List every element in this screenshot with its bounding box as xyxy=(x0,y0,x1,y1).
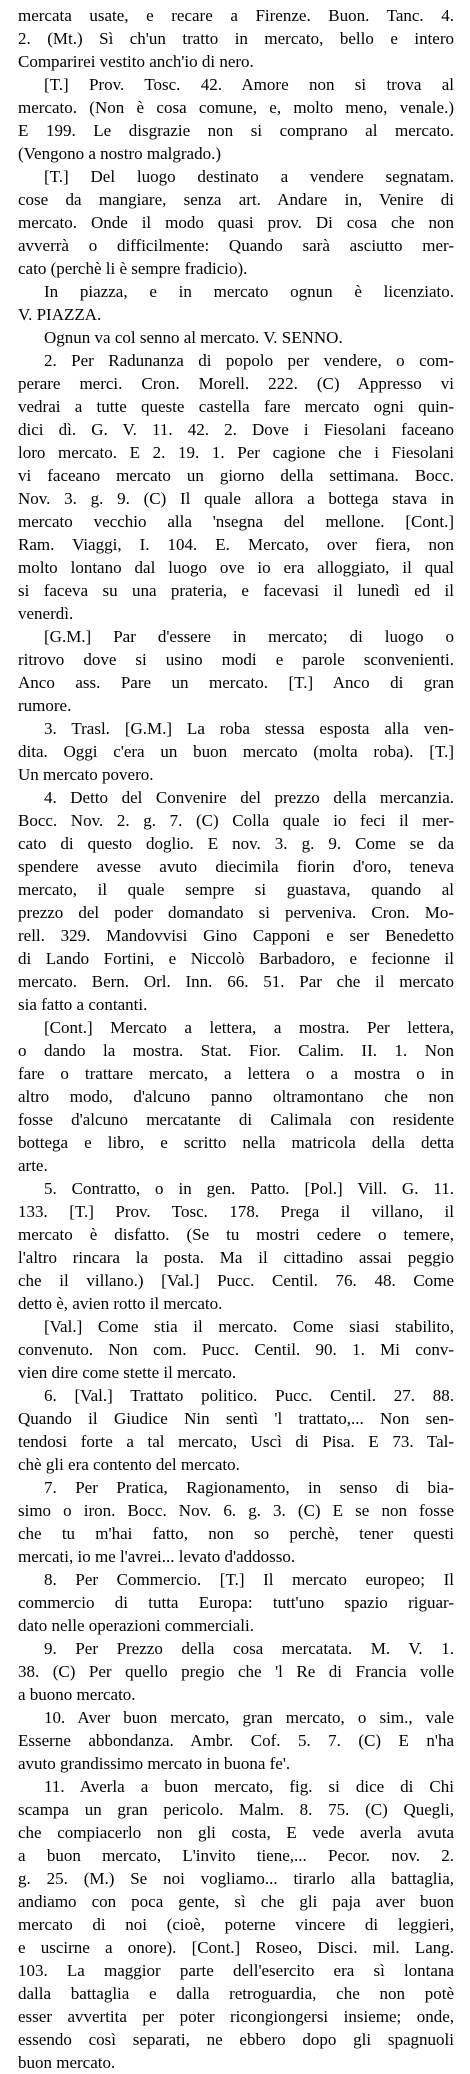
text-line: che il villano.) [Val.] Pucc. Centil. 76. 48. Come xyxy=(18,1271,454,1290)
text-line: tendosi forte a tal mercato, Uscì di Pisa. E 73. Tal- xyxy=(18,1432,454,1451)
text-line: Ram. Viaggi, I. 104. E. Mercato, over fiera, non xyxy=(18,535,454,554)
text-line: 11. Averla a buon mercato, fig. si dice di Chi xyxy=(44,1777,454,1796)
text-line: 6. [Val.] Trattato politico. Pucc. Centil. 27. 88. xyxy=(44,1386,454,1405)
text-line: 9. Per Prezzo della cosa mercatata. M. V. 1. xyxy=(44,1639,454,1658)
text-line: vedrai a tutte queste castella fare mercato ogni quin- xyxy=(18,397,454,416)
text-line: commercio di tutta Europa: tutt'uno spazio riguar- xyxy=(18,1593,454,1612)
text-line: di Lando Fortini, e Niccolò Barbadoro, e fecionne il xyxy=(18,949,454,968)
text-line: 5. Contratto, o in gen. Patto. [Pol.] Vill. G. 11. xyxy=(44,1179,454,1198)
text-line: altro modo, d'alcuno panno oltramontano che non xyxy=(18,1087,454,1106)
text-line: dita. Oggi c'era un buon mercato (molta roba). [T.] xyxy=(18,742,454,761)
text-line: vi faceano mercato un giorno della settimana. Bocc. xyxy=(18,466,454,485)
text-line: bottega e libro, e scritto nella matricola della detta xyxy=(18,1133,454,1152)
text-line: Nov. 3. g. 9. (C) Il quale allora a bottega stava in xyxy=(18,489,454,508)
text-line: 7. Per Pratica, Ragionamento, in senso di bia- xyxy=(44,1478,454,1497)
text-line: avverrà o difficilmente: Quando sarà asciutto mer- xyxy=(18,236,454,255)
text-line: cose da mangiare, senza art. Andare in, Venire di xyxy=(18,190,454,209)
text-line: mercato vecchio alla 'nsegna del mellone. [Cont.] xyxy=(18,512,454,531)
text-line: a buono mercato. xyxy=(18,1685,136,1704)
text-line: Bocc. Nov. 2. g. 7. (C) Colla quale io feci il mer- xyxy=(18,811,454,830)
text-line: 8. Per Commercio. [T.] Il mercato europeo; Il xyxy=(44,1570,454,1589)
text-line: mercati, io me l'avrei... levato d'addosso. xyxy=(18,1547,296,1566)
text-line: Esserne abbondanza. Ambr. Cof. 5. 7. (C) E n'ha xyxy=(18,1731,454,1750)
text-line: l'altro rincara la posta. Ma il cittadino assai peggio xyxy=(18,1248,454,1267)
text-line: In piazza, e in mercato ognun è licenziato. xyxy=(44,282,454,301)
text-line: loro mercato. E 2. 19. 1. Per cagione che i Fiesolani xyxy=(18,443,454,462)
text-line: mercata usate, e recare a Firenze. Buon. Tanc. 4. xyxy=(18,6,454,25)
text-line: [T.] Prov. Tosc. 42. Amore non si trova al xyxy=(44,75,454,94)
text-line: [Cont.] Mercato a lettera, a mostra. Per lettera, xyxy=(44,1018,454,1037)
text-line: esser avvertita per poter ricongiongersi insieme; onde, xyxy=(18,2007,454,2026)
text-line: [Val.] Come stia il mercato. Come siasi stabilito, xyxy=(44,1317,454,1336)
text-line: arte. xyxy=(18,1156,48,1175)
text-line: avuto grandissimo mercato in buona fe'. xyxy=(18,1754,291,1773)
text-line: 103. La maggior parte dell'esercito era sì lontana xyxy=(18,1961,454,1980)
text-line: fare o trattare mercato, a lettera o a mostra o in xyxy=(18,1064,454,1083)
text-line: 10. Aver buon mercato, gran mercato, o sim., vale xyxy=(44,1708,454,1727)
text-line: cato di questo doglio. E nov. 3. g. 9. Come se da xyxy=(18,834,454,853)
text-line: rumore. xyxy=(18,696,72,715)
text-line: essendo così separati, ne ebbero dopo gli spagnuoli xyxy=(18,2030,454,2049)
text-line: molto lontano dal luogo ove io era alloggiato, il qual xyxy=(18,558,454,577)
text-line: mercato, il quale sempre si guastava, quando al xyxy=(18,880,454,899)
text-line: e uscirne a onore). [Cont.] Roseo, Disci. mil. Lang. xyxy=(18,1938,454,1957)
text-line: 2. Per Radunanza di popolo per vendere, o com- xyxy=(44,351,454,370)
text-line: Quando il Giudice Nin sentì 'l trattato,... Non sen- xyxy=(18,1409,454,1428)
text-line: (Vengono a nostro malgrado.) xyxy=(18,144,222,163)
text-line: sia fatto a contanti. xyxy=(18,995,148,1014)
text-line: vien dire come stette il mercato. xyxy=(18,1363,237,1382)
text-line: si faceva su una prateria, e facevasi il lunedì ed il xyxy=(18,581,454,600)
text-line: spendere avesse avuto diecimila fiorin d'oro, teneva xyxy=(18,857,454,876)
text-line: mercato. Onde il modo quasi prov. Di cosa che non xyxy=(18,213,454,232)
text-line: g. 25. (M.) Se noi vogliamo... tirarlo alla battaglia, xyxy=(18,1869,454,1888)
text-line: buon mercato. xyxy=(18,2053,116,2072)
text-line: prezzo del poder domandato si perveniva. Cron. Mo- xyxy=(18,903,454,922)
text-line: a buon mercato, L'invito tiene,... Pecor. nov. 2. xyxy=(18,1846,454,1865)
text-line: mercato. (Non è cosa comune, e, molto meno, venale.) xyxy=(18,98,454,117)
text-line: [T.] Del luogo destinato a vendere segnatam. xyxy=(44,167,454,186)
text-line: V. PIAZZA. xyxy=(18,305,102,324)
text-line: 4. Detto del Convenire del prezzo della mercanzia. xyxy=(44,788,454,807)
text-line: detto è, avien rotto il mercato. xyxy=(18,1294,223,1313)
text-line: o dando la mostra. Stat. Fior. Calim. II. 1. Non xyxy=(18,1041,454,1060)
text-line: Anco ass. Pare un mercato. [T.] Anco di gran xyxy=(18,673,454,692)
text-line: perare merci. Cron. Morell. 222. (C) Appresso vi xyxy=(18,374,454,393)
text-line: chè gli era contento del mercato. xyxy=(18,1455,240,1474)
text-line: mercato. Bern. Orl. Inn. 66. 51. Par che il mercato xyxy=(18,972,454,991)
text-line: 3. Trasl. [G.M.] La roba stessa esposta alla ven- xyxy=(44,719,454,738)
text-line: andiamo con poca gente, sì che gli paja aver buon xyxy=(18,1892,454,1911)
text-line: rell. 329. Mandovvisi Gino Capponi e ser Benedetto xyxy=(18,926,454,945)
text-line: che compiacerlo non gli costa, E vede averla avuta xyxy=(18,1823,454,1842)
text-line: Comparirei vestito anch'io di nero. xyxy=(18,52,254,71)
text-line: ritrovo dove si usino modi e parole sconvenienti. xyxy=(18,650,454,669)
text-line: dalla battaglia e dalla retroguardia, che non potè xyxy=(18,1984,454,2003)
text-line: dici dì. G. V. 11. 42. 2. Dove i Fiesolani faceano xyxy=(18,420,454,439)
text-line: 133. [T.] Prov. Tosc. 178. Prega il villano, il xyxy=(18,1202,454,1221)
text-line: Ognun va col senno al mercato. V. SENNO. xyxy=(44,328,343,347)
text-line: Un mercato povero. xyxy=(18,765,154,784)
text-line: venerdì. xyxy=(18,604,74,623)
text-line: E 199. Le disgrazie non si comprano al mercato. xyxy=(18,121,454,140)
text-line: simo o iron. Bocc. Nov. 6. g. 3. (C) E se non fosse xyxy=(18,1501,454,1520)
text-line: dato nelle operazioni commerciali. xyxy=(18,1616,255,1635)
text-line: fosse d'alcuno mercatante di Calimala con residente xyxy=(18,1110,454,1129)
text-line: mercato di noi (cioè, poterne vincere di leggieri, xyxy=(18,1915,454,1934)
text-line: mercato è disfatto. (Se tu mostri cedere o temere, xyxy=(18,1225,454,1244)
text-line: 38. (C) Per quello pregio che 'l Re di Francia volle xyxy=(18,1662,454,1681)
text-line: [G.M.] Par d'essere in mercato; di luogo o xyxy=(44,627,454,646)
text-line: convenuto. Non com. Pucc. Centil. 90. 1. Mi conv- xyxy=(18,1340,454,1359)
text-line: scampa un gran pericolo. Malm. 8. 75. (C) Quegli, xyxy=(18,1800,454,1819)
text-line: cato (perchè li è sempre fradicio). xyxy=(18,259,248,278)
text-line: che tu m'hai fatto, non so perchè, tener questi xyxy=(18,1524,454,1543)
text-line: 2. (Mt.) Sì ch'un tratto in mercato, bello e intero xyxy=(18,29,454,48)
